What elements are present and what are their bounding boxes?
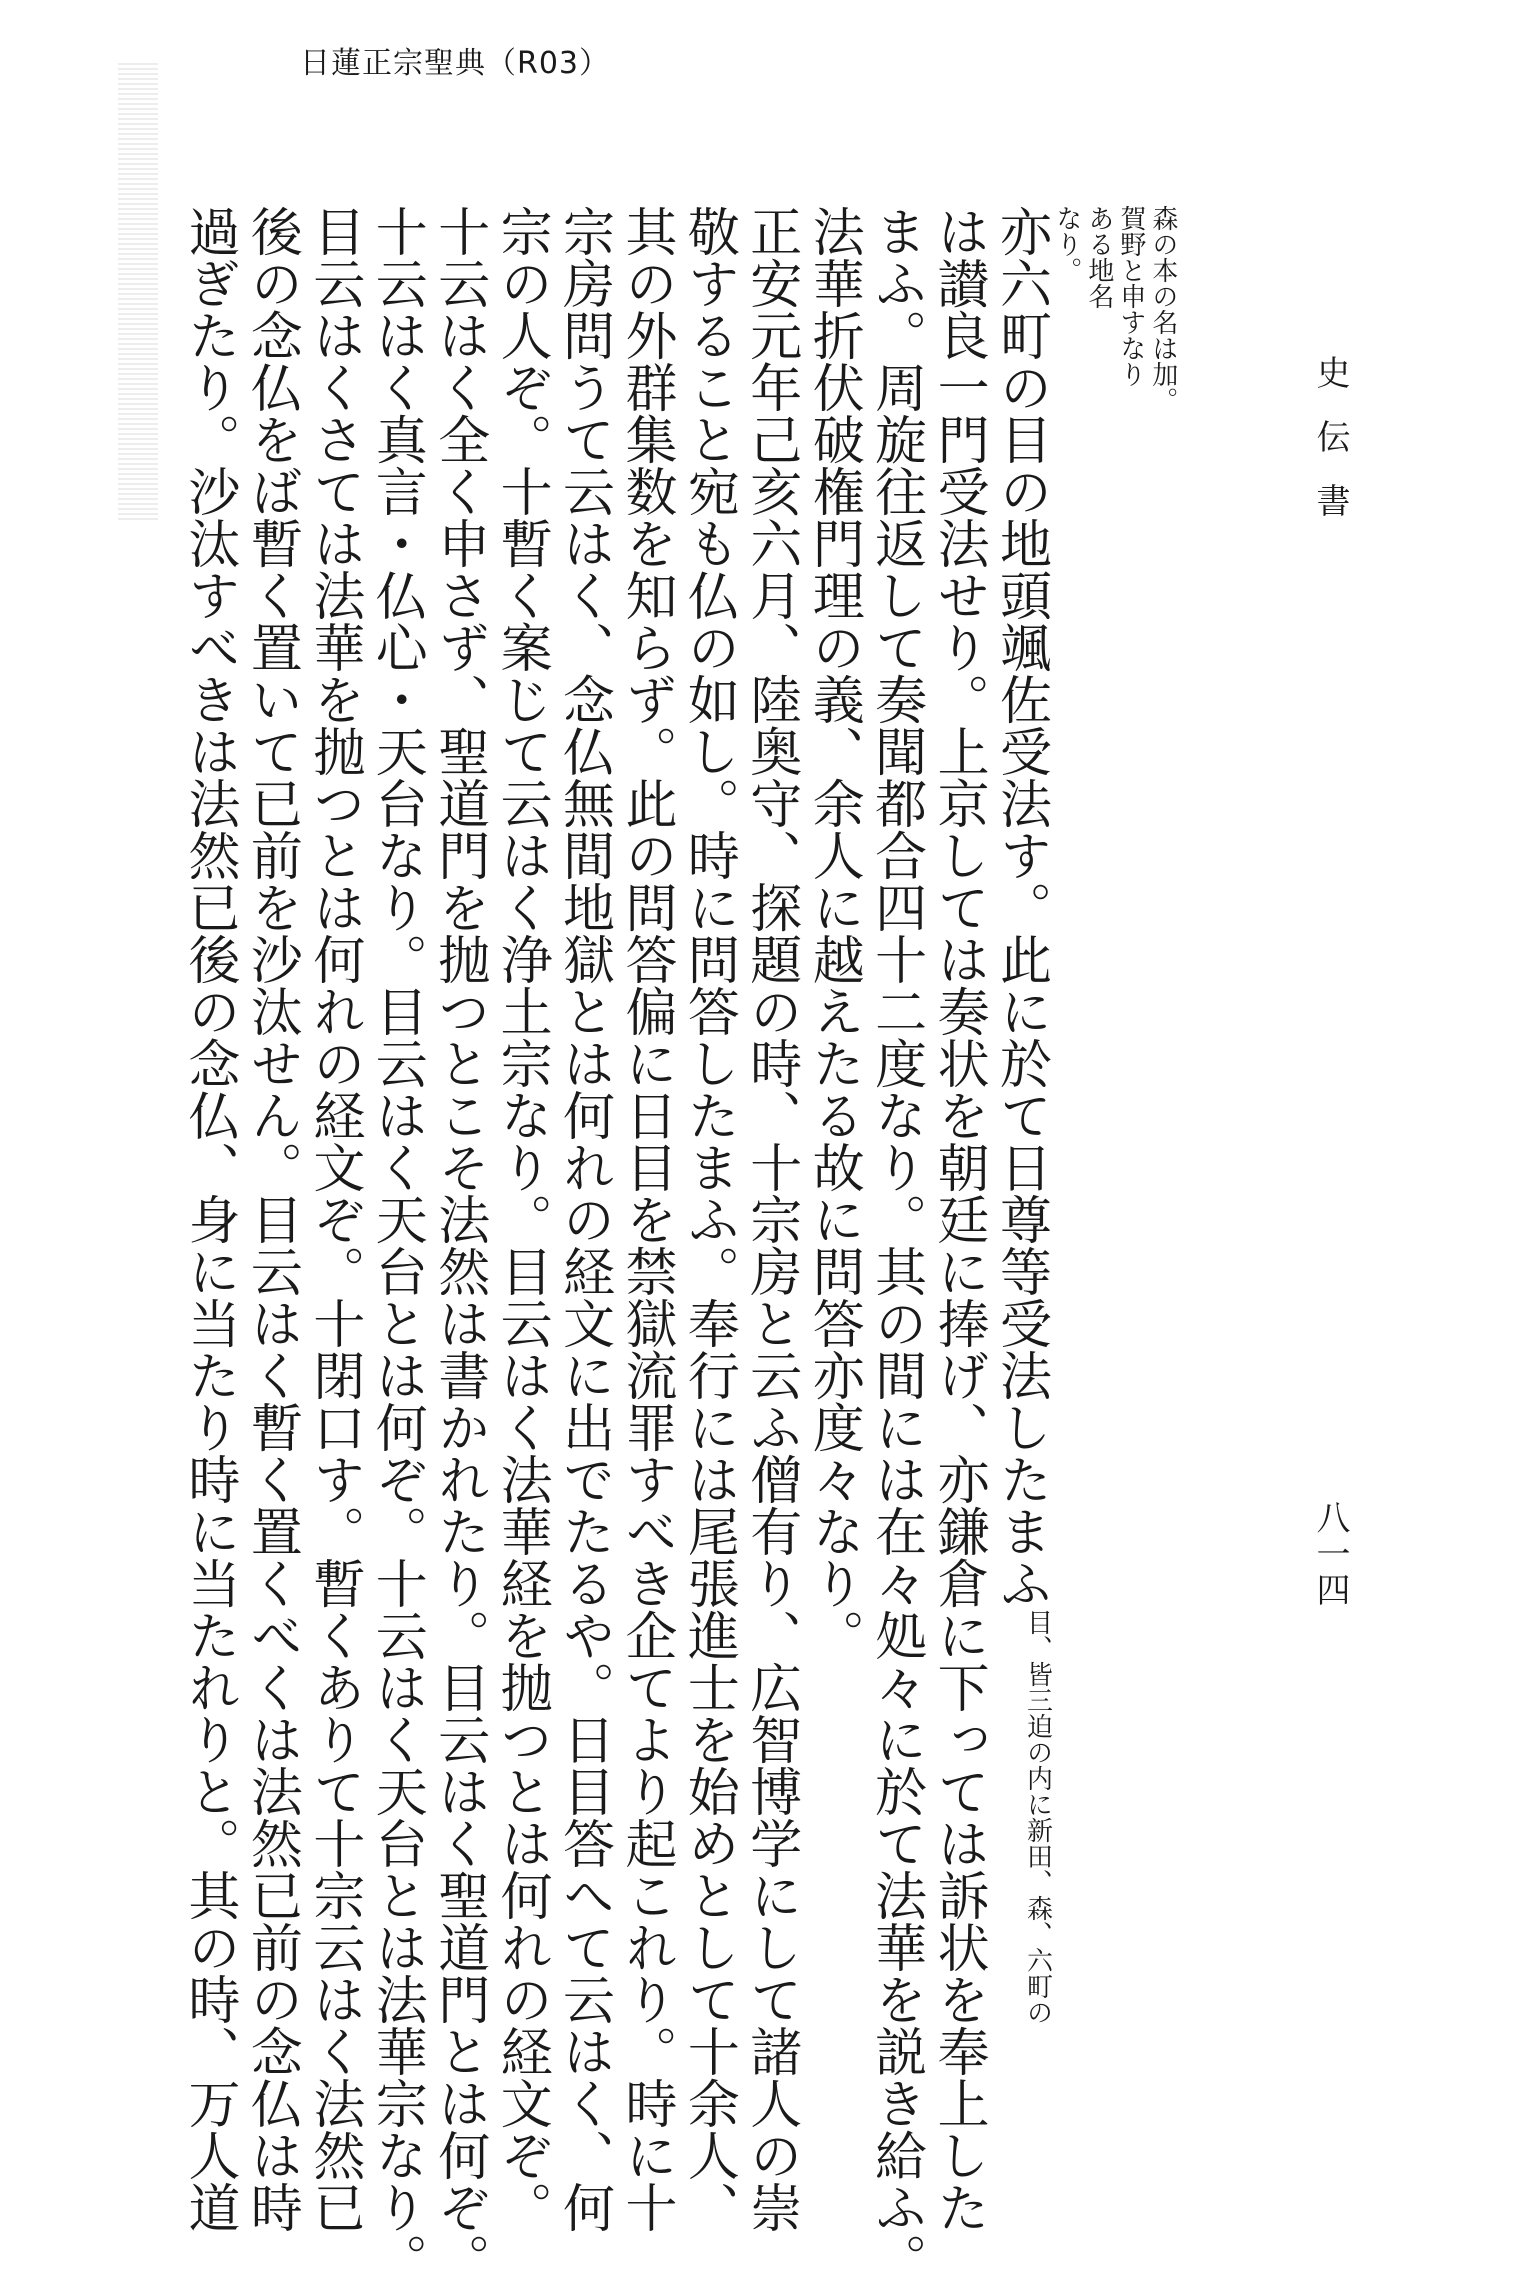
inline-note-line: 目、皆三迫の内に	[1022, 1609, 1053, 1817]
text-line: は讃良一門受法せり。上京しては奏状を朝廷に捧げ、亦鎌倉に下っては訴状を奉上した	[928, 205, 989, 2233]
inline-note-line: 新田、森、六町の	[1022, 1817, 1053, 2025]
note-line: 賀野と申すなり	[1115, 205, 1146, 387]
note-line: ある地名	[1083, 205, 1114, 309]
text-line: 過ぎたり。沙汰すべきは法然已後の念仏、身に当たり時に当たれりと。其の時、万人道	[179, 205, 239, 2233]
text-line: 十云はく全く申さず、聖道門を抛つとこそ法然は書かれたり。目云はく聖道門とは何ぞ。	[428, 205, 489, 2285]
text-line: 後の念仏をば暫く置いて已前を沙汰せん。目云はく暫く置くべくは法然已前の念仏は時	[241, 205, 302, 2233]
running-title: 史伝書	[1310, 355, 1350, 547]
text-line-content: 亦六町の目の地頭颯佐受法す。此に於て日尊等受法したまふ	[990, 205, 1051, 1609]
body-text	[178, 205, 1178, 2285]
inline-note	[1023, 1609, 1051, 2025]
text-line: 法華折伏破権門理の義、余人に越えたる故に問答亦度々なり。	[803, 205, 864, 1661]
note-line: 森の本の名は加。	[1147, 205, 1178, 413]
scan-artifact	[118, 60, 158, 520]
note-line: なり。	[1051, 205, 1082, 283]
text-line: 十云はく真言・仏心・天台なり。目云はく天台とは何ぞ。十云はく天台とは法華宗なり。	[366, 205, 427, 2285]
text-line	[989, 205, 1051, 2025]
book-title: 日蓮正宗聖典（R03）	[300, 46, 611, 81]
text-line: 正安元年己亥六月、陸奥守、探題の時、十宗房と云ふ僧有り、広智博学にして諸人の崇	[740, 205, 801, 2233]
text-line: 宗房問うて云はく、念仏無間地獄とは何れの経文に出でたるや。日目答へて云はく、何	[553, 205, 614, 2233]
text-line: 敬すること宛も仏の如し。時に問答したまふ。奉行には尾張進士を始めとして十余人、	[678, 205, 739, 2233]
text-line: 其の外群集数を知らず。此の問答偏に日目を禁獄流罪すべき企てより起これり。時に十	[615, 205, 676, 2233]
text-line: まふ。周旋往返して奏聞都合四十二度なり。其の間には在々処々に於て法華を説き給ふ。	[865, 205, 926, 2285]
text-line: 宗の人ぞ。十暫く案じて云はく浄土宗なり。目云はく法華経を抛つとは何れの経文ぞ。	[491, 205, 552, 2233]
marginal-note-group	[1052, 205, 1178, 413]
page-number: 八一四	[1310, 1500, 1350, 1608]
text-line: 目云はくさては法華を抛つとは何れの経文ぞ。十閉口す。暫くありて十宗云はく法然已	[303, 205, 364, 2233]
